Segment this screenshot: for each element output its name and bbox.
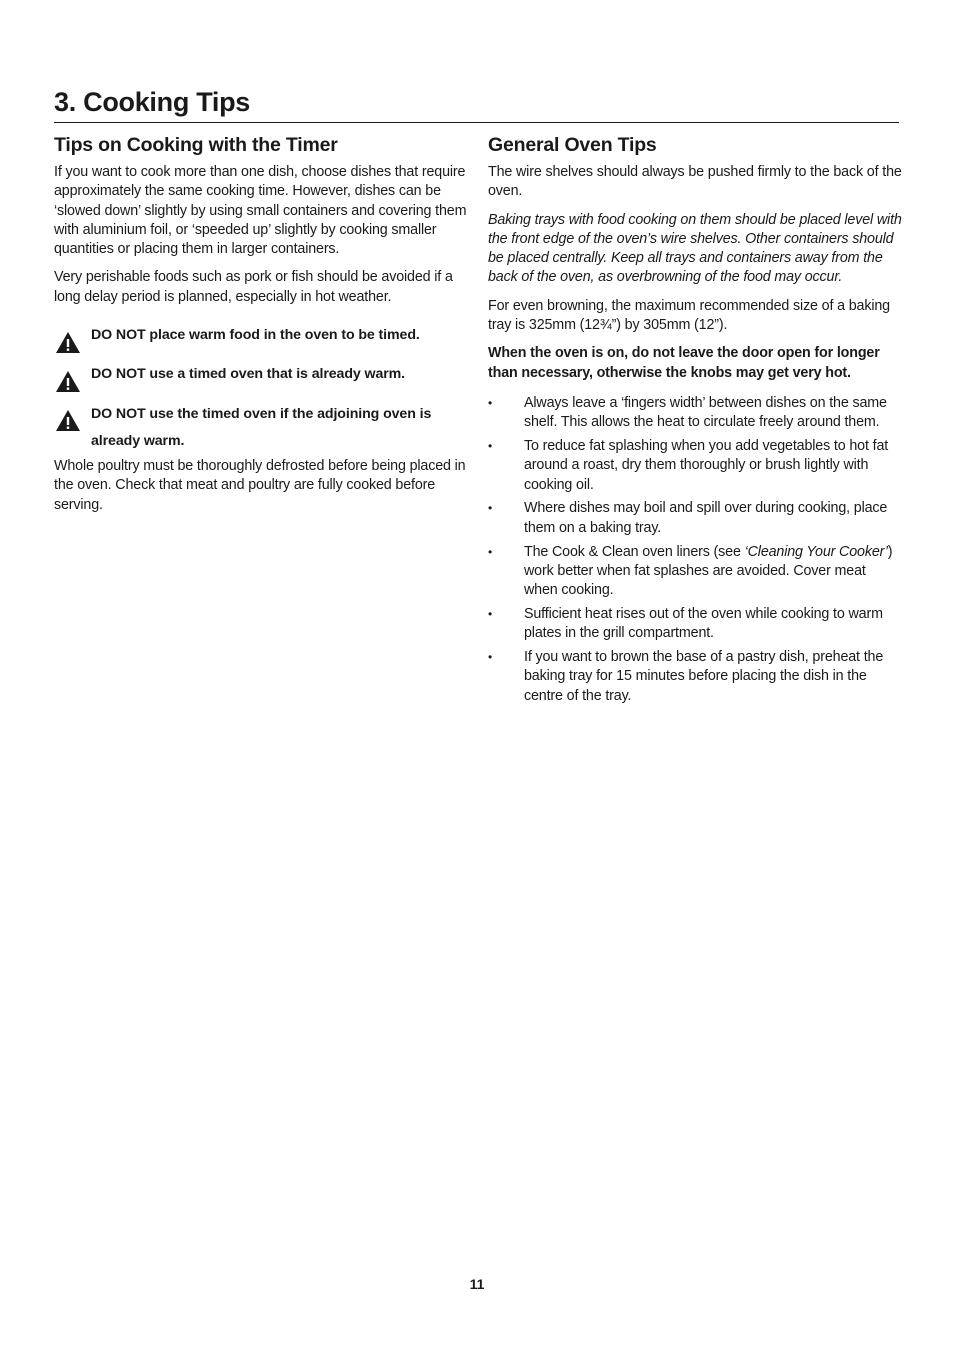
bullet-marker: • <box>488 395 493 410</box>
wire-shelves-paragraph: The wire shelves should always be pushed firmly to the back of the oven. <box>488 164 902 200</box>
list-item-text: To reduce fat splashing when you add vegetables to hot fat around a roast, dry them thoroughly or brush lightly with cooking oil. <box>524 438 889 493</box>
baking-trays-paragraph: Baking trays with food cooking on them should be placed level with the front edge of the oven’s wire shelves. Other containers should be placed centrally. Keep all trays and containers away from the back of the oven, as overbrowning of the food may occur. <box>488 211 902 286</box>
poultry-paragraph: Whole poultry must be thoroughly defrosted before being placed in the oven. Check that meat and poultry are fully cooked before serving. <box>54 458 466 513</box>
timer-tips-heading: Tips on Cooking with the Timer <box>54 134 338 156</box>
list-item-text: If you want to brown the base of a pastry dish, preheat the baking tray for 15 minutes before placing the dish in the centre of the tray. <box>524 649 884 704</box>
warning-text: DO NOT place warm food in the oven to be timed. <box>91 327 420 344</box>
list-item <box>488 499 902 538</box>
cleaning-section-reference: ‘Cleaning Your Cooker’ <box>744 543 888 560</box>
list-item-text: Where dishes may boil and spill over during cooking, place them on a baking tray. <box>524 500 888 536</box>
list-item-text-after: ) work better when fat splashes are avoided. Cover meat when cooking. <box>524 543 893 599</box>
bullet-marker: • <box>488 650 493 665</box>
warning-triangle-icon <box>55 409 81 432</box>
bullet-marker: • <box>488 544 493 559</box>
list-item <box>488 394 902 433</box>
page-number: 11 <box>469 1276 485 1292</box>
list-item <box>488 437 902 495</box>
left-column <box>54 132 468 524</box>
general-oven-tips-heading: General Oven Tips <box>488 134 657 156</box>
right-column <box>488 132 902 710</box>
tray-size-paragraph: For even browning, the maximum recommended size of a baking tray is 325mm (12¾”) by 305mm (12”). <box>488 297 890 334</box>
bullet-marker: • <box>488 439 493 454</box>
warning-triangle-icon <box>55 331 81 354</box>
warning-item <box>54 401 468 455</box>
oven-tips-list <box>488 394 902 706</box>
bullet-marker: • <box>488 606 493 621</box>
list-item-text: Sufficient heat rises out of the oven while cooking to warm plates in the grill compartment. <box>524 605 883 642</box>
door-warning-paragraph: When the oven is on, do not leave the door open for longer than necessary, otherwise the knobs may get very hot. <box>488 345 880 381</box>
perishable-foods-paragraph: Very perishable foods such as pork or fish should be avoided if a long delay period is planned, especially in hot weather. <box>54 269 453 305</box>
warning-text: DO NOT use a timed oven that is already warm. <box>91 366 406 383</box>
list-item <box>488 648 902 706</box>
warning-triangle-icon <box>55 370 81 393</box>
warning-item <box>54 326 468 345</box>
list-item <box>488 605 902 644</box>
warning-text: DO NOT use the timed oven if the adjoining oven is already warm. <box>91 406 432 450</box>
list-item <box>488 543 902 601</box>
page-title: 3. Cooking Tips <box>54 84 899 123</box>
warning-item <box>54 365 468 384</box>
list-item-text-before: The Cook & Clean oven liners (see <box>524 543 745 560</box>
bullet-marker: • <box>488 501 493 516</box>
list-item-text: Always leave a ‘fingers width’ between dishes on the same shelf. This allows the heat to circulate freely around them. <box>524 394 887 431</box>
timer-tips-paragraph: If you want to cook more than one dish, choose dishes that require approximately the same cooking time. However, dishes can be ‘slowed down’ slightly by using small containers and covering them with aluminium foil, or ‘speeded up’ slightly by cooking smaller quantities or placing them in larger containers. <box>54 164 467 258</box>
